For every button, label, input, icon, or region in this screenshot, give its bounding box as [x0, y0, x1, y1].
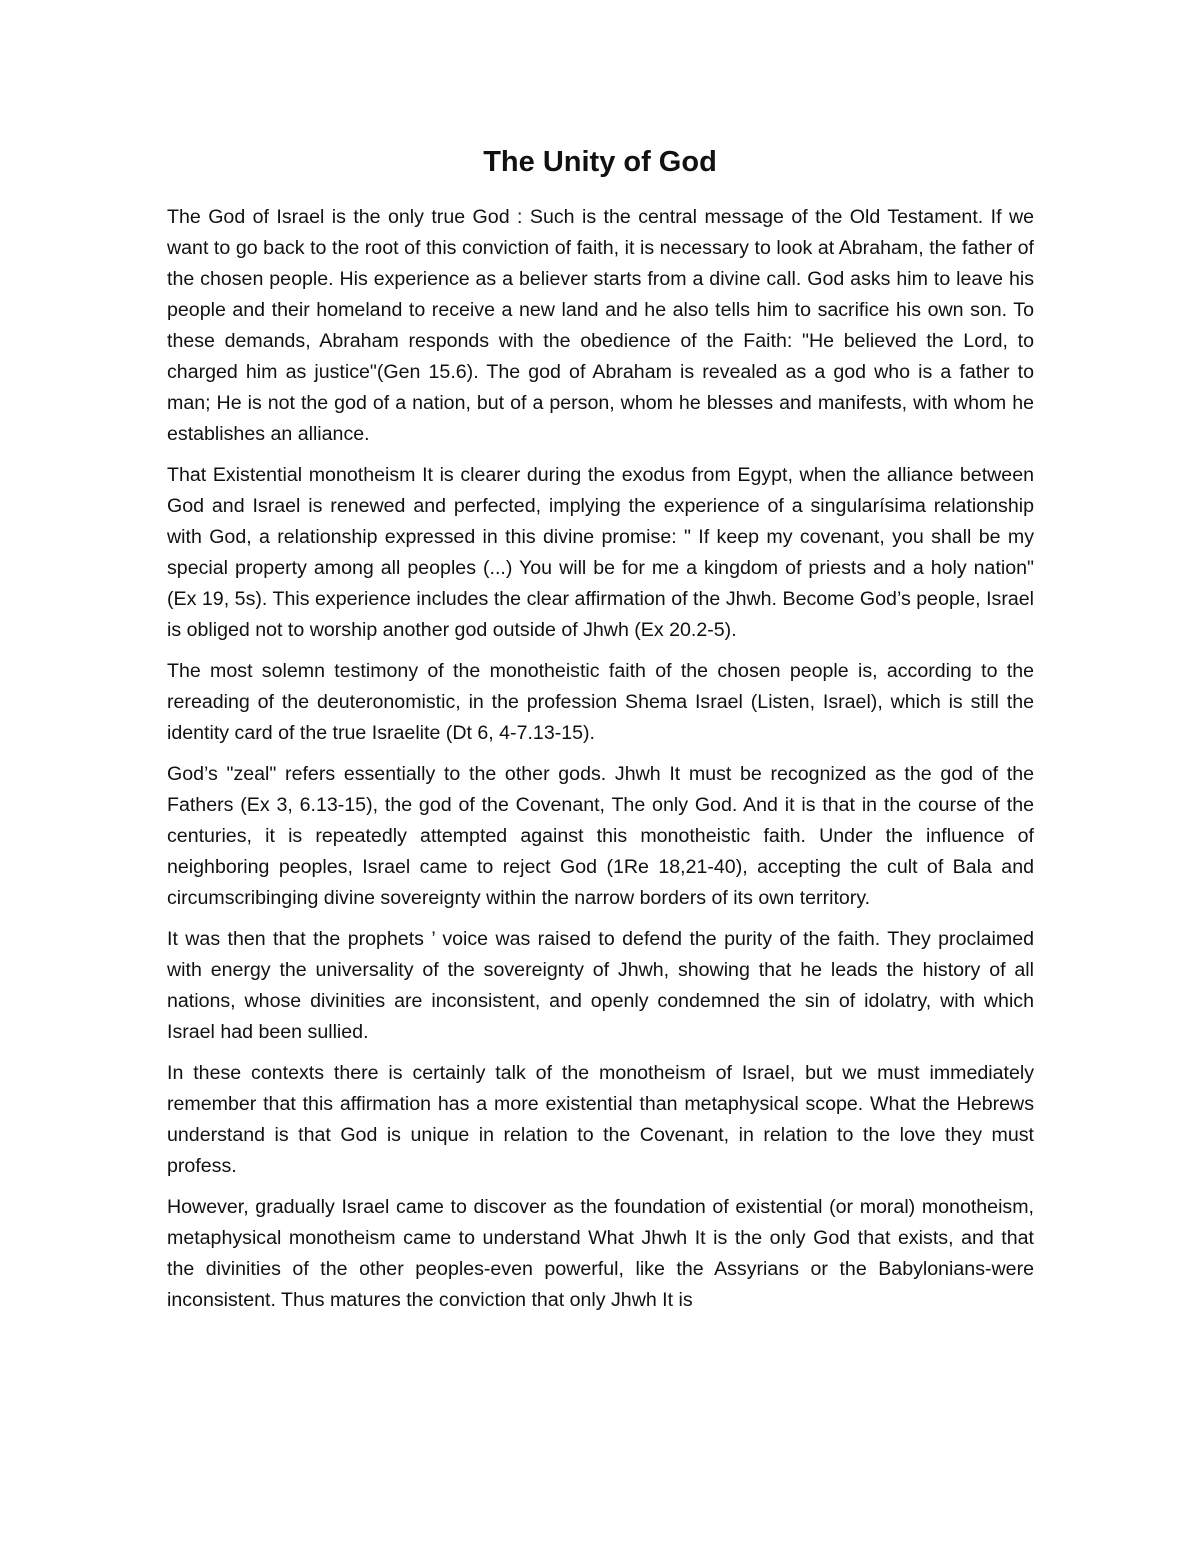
paragraph-4: God’s "zeal" refers essentially to the other gods. Jhwh It must be recognized as the god of the Fathers (Ex 3, 6.13-15), the god of the Covenant, The only God. And it is that in the course of the centuries, it is repeatedly attempted against this monotheistic faith. Under the influence of neighboring peoples, Israel came to reject God (1Re 18,21-40), accepting the cult of Bala and circumscribinging divine sovereignty within the narrow borders of its own territory. — [167, 763, 1034, 909]
paragraph-2: That Existential monotheism It is clearer during the exodus from Egypt, when the alliance between God and Israel is renewed and perfected, implying the experience of a singularísima relationship with God, a relationship expressed in this divine promise: " If keep my covenant, you shall be my special property among all peoples (...) You will be for me a kingdom of priests and a holy nation"(Ex 19, 5s). This experience includes the clear affirmation of the Jhwh. Become God’s people, Israel is obliged not to worship another god outside of Jhwh (Ex 20.2-5). — [167, 464, 1034, 641]
paragraph-7: However, gradually Israel came to discover as the foundation of existential (or moral) monotheism, metaphysical monotheism came to understand What Jhwh It is the only God that exists, and that the divinities of the other peoples-even powerful, like the Assyrians or the Babylonians-were inconsistent. Thus matures the conviction that only Jhwh It is — [167, 1196, 1034, 1311]
paragraph-6: In these contexts there is certainly talk of the monotheism of Israel, but we must immediately remember that this affirmation has a more existential than metaphysical scope. What the Hebrews understand is that God is unique in relation to the Covenant, in relation to the love they must profess. — [167, 1062, 1034, 1177]
paragraph-1: The God of Israel is the only true God : Such is the central message of the Old Testament. If we want to go back to the root of this conviction of faith, it is necessary to look at Abraham, the father of the chosen people. His experience as a believer starts from a divine call. God asks him to leave his people and their homeland to receive a new land and he also tells him to sacrifice his own son. To these demands, Abraham responds with the obedience of the Faith: "He believed the Lord, to charged him as justice"(Gen 15.6). The god of Abraham is revealed as a god who is a father to man; He is not the god of a nation, but of a person, whom he blesses and manifests, with whom he establishes an alliance. — [167, 206, 1034, 445]
document-title: The Unity of God — [483, 146, 717, 178]
document-body — [167, 202, 1034, 1326]
paragraph-5: It was then that the prophets ’ voice was raised to defend the purity of the faith. They proclaimed with energy the universality of the sovereignty of Jhwh, showing that he leads the history of all nations, whose divinities are inconsistent, and openly condemned the sin of idolatry, with which Israel had been sullied. — [167, 928, 1034, 1043]
paragraph-3: The most solemn testimony of the monotheistic faith of the chosen people is, according to the rereading of the deuteronomistic, in the profession Shema Israel (Listen, Israel), which is still the identity card of the true Israelite (Dt 6, 4-7.13-15). — [167, 660, 1034, 744]
